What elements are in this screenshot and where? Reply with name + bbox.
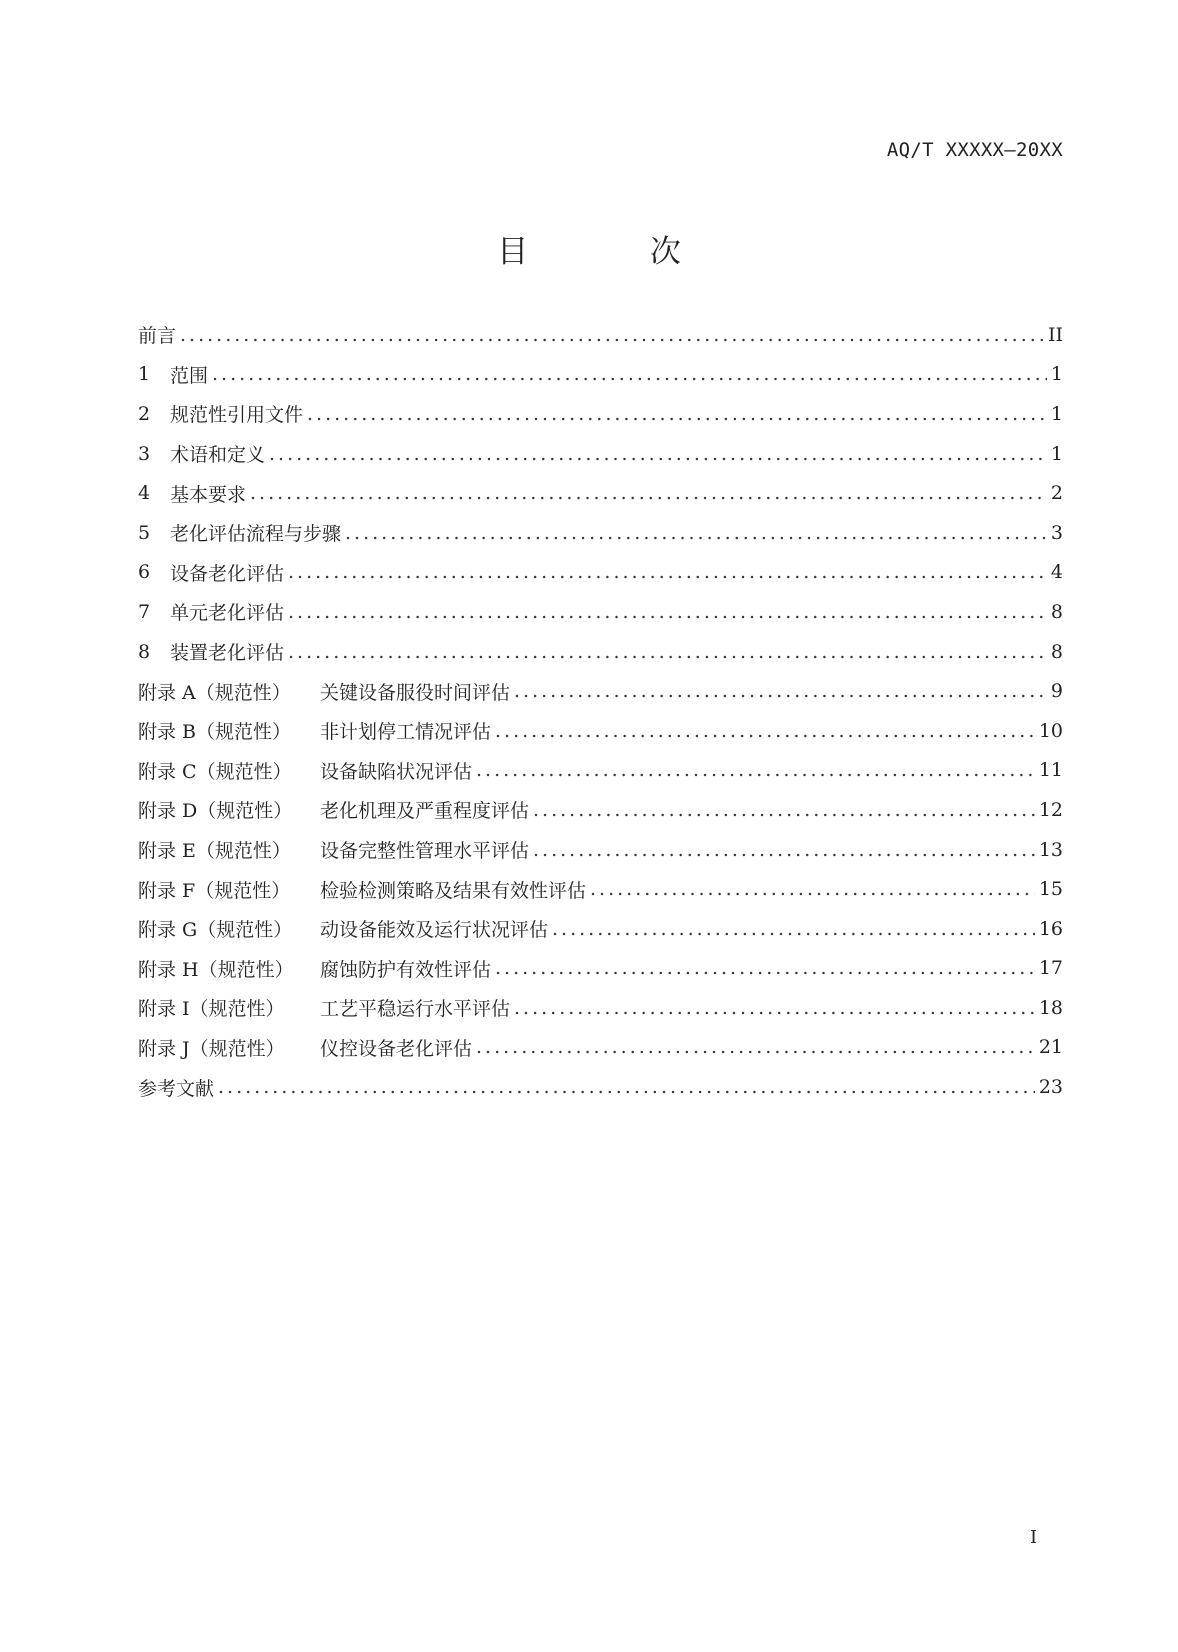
toc-entry-page: 8 xyxy=(1050,640,1063,663)
toc-leader-dots xyxy=(495,957,1035,979)
toc-entry-title: 单元老化评估 xyxy=(170,602,285,625)
toc-entry-appendix-a[interactable] xyxy=(138,671,1063,711)
toc-appendix-label: 附录 G（规范性） xyxy=(138,919,293,942)
toc-entry-page: 15 xyxy=(1038,878,1063,901)
toc-entry-title: 仪控设备老化评估 xyxy=(320,1037,473,1060)
toc-entry-title: 术语和定义 xyxy=(170,444,266,467)
toc-leader-dots xyxy=(533,799,1035,821)
toc-entry-title: 腐蚀防护有效性评估 xyxy=(320,958,492,981)
toc-leader-dots xyxy=(288,641,1047,663)
toc-entry-appendix-g[interactable] xyxy=(138,909,1063,949)
toc-entry-page: 16 xyxy=(1038,917,1063,940)
toc-entry-page: 11 xyxy=(1038,759,1063,782)
toc-appendix-label: 附录 A（规范性） xyxy=(138,681,291,704)
toc-entry-page: 12 xyxy=(1038,798,1063,821)
toc-entry-page: 1 xyxy=(1050,442,1063,465)
toc-entry-page: 21 xyxy=(1038,1036,1063,1059)
toc-entry-title: 设备老化评估 xyxy=(170,562,285,585)
toc-leader-dots xyxy=(250,482,1047,504)
toc-entry-page: 23 xyxy=(1038,1076,1063,1099)
toc-entry-number: 4 xyxy=(138,482,151,505)
toc-leader-dots xyxy=(590,878,1035,900)
toc-leader-dots xyxy=(180,324,1044,346)
toc-entry-title: 检验检测策略及结果有效性评估 xyxy=(320,879,587,902)
toc-entry-number: 6 xyxy=(138,561,151,584)
toc-entry-number: 8 xyxy=(138,640,151,663)
toc-entry-appendix-i[interactable] xyxy=(138,988,1063,1028)
toc-entry-title: 动设备能效及运行状况评估 xyxy=(320,919,549,942)
toc-entry-bibliography[interactable] xyxy=(138,1067,1063,1107)
toc-entry-appendix-e[interactable] xyxy=(138,830,1063,870)
toc-leader-dots xyxy=(307,403,1047,425)
toc-entry-appendix-j[interactable] xyxy=(138,1028,1063,1068)
toc-entry-title: 装置老化评估 xyxy=(170,642,285,665)
toc-leader-dots xyxy=(288,601,1047,623)
toc-entry-page: 1 xyxy=(1050,363,1063,386)
toc-entry-assessment-process[interactable] xyxy=(138,513,1063,553)
toc-leader-dots xyxy=(212,363,1047,385)
toc-entry-number: 1 xyxy=(138,363,151,386)
toc-entry-title: 范围 xyxy=(170,364,209,387)
toc-leader-dots xyxy=(533,839,1035,861)
toc-entry-page: II xyxy=(1047,323,1063,346)
toc-entry-title: 非计划停工情况评估 xyxy=(320,721,492,744)
toc-appendix-label: 附录 B（规范性） xyxy=(138,721,292,744)
toc-leader-dots xyxy=(495,720,1035,742)
toc-leader-dots xyxy=(514,680,1047,702)
toc-entry-equipment-aging[interactable] xyxy=(138,553,1063,593)
toc-appendix-label: 附录 H（规范性） xyxy=(138,958,294,981)
toc-leader-dots xyxy=(269,443,1047,465)
toc-entry-title: 关键设备服役时间评估 xyxy=(320,681,511,704)
toc-entry-unit-aging[interactable] xyxy=(138,592,1063,632)
toc-entry-title: 工艺平稳运行水平评估 xyxy=(320,998,511,1021)
toc-entry-page: 13 xyxy=(1038,838,1063,861)
toc-entry-number: 5 xyxy=(138,521,151,544)
toc-appendix-label: 附录 I（规范性） xyxy=(138,998,285,1021)
toc-appendix-label: 附录 F（规范性） xyxy=(138,879,291,902)
toc-entry-number: 7 xyxy=(138,600,151,623)
toc-entry-appendix-h[interactable] xyxy=(138,949,1063,989)
toc-entry-title: 老化机理及严重程度评估 xyxy=(320,800,530,823)
toc-entry-appendix-d[interactable] xyxy=(138,790,1063,830)
toc-entry-page: 1 xyxy=(1050,402,1063,425)
toc-entry-appendix-f[interactable] xyxy=(138,869,1063,909)
toc-leader-dots xyxy=(552,918,1035,940)
toc-entry-title: 老化评估流程与步骤 xyxy=(170,523,342,546)
toc-entry-foreword[interactable] xyxy=(138,315,1063,355)
page-number: I xyxy=(1030,1527,1038,1548)
toc-entry-page: 10 xyxy=(1038,719,1063,742)
toc-entry-basic-requirements[interactable] xyxy=(138,473,1063,513)
toc-entry-page: 4 xyxy=(1050,561,1063,584)
toc-entry-normative-references[interactable] xyxy=(138,394,1063,434)
toc-leader-dots xyxy=(218,1076,1035,1098)
toc-leader-dots xyxy=(476,759,1035,781)
toc-leader-dots xyxy=(476,1036,1035,1058)
toc-entry-plant-aging[interactable] xyxy=(138,632,1063,672)
toc-entry-page: 3 xyxy=(1050,521,1063,544)
toc-list xyxy=(138,315,1063,1107)
toc-entry-number: 2 xyxy=(138,402,151,425)
toc-leader-dots xyxy=(345,522,1047,544)
toc-entry-page: 2 xyxy=(1050,482,1063,505)
toc-entry-page: 17 xyxy=(1038,957,1063,980)
toc-entry-title: 设备完整性管理水平评估 xyxy=(320,840,530,863)
document-code: AQ/T XXXXX—20XX xyxy=(886,139,1063,161)
toc-entry-number: 3 xyxy=(138,442,151,465)
toc-entry-title: 参考文献 xyxy=(138,1077,215,1100)
toc-appendix-label: 附录 J（规范性） xyxy=(138,1037,285,1060)
toc-leader-dots xyxy=(288,561,1047,583)
toc-appendix-label: 附录 E（规范性） xyxy=(138,840,291,863)
toc-entry-appendix-c[interactable] xyxy=(138,751,1063,791)
toc-entry-title: 规范性引用文件 xyxy=(170,404,304,427)
toc-appendix-label: 附录 C（规范性） xyxy=(138,760,292,783)
toc-entry-scope[interactable] xyxy=(138,355,1063,395)
toc-entry-terms-definitions[interactable] xyxy=(138,434,1063,474)
toc-leader-dots xyxy=(514,997,1035,1019)
toc-title: 目 次 xyxy=(497,234,737,270)
toc-entry-page: 18 xyxy=(1038,996,1063,1019)
toc-entry-title: 前言 xyxy=(138,325,177,348)
toc-entry-page: 9 xyxy=(1050,680,1063,703)
toc-entry-appendix-b[interactable] xyxy=(138,711,1063,751)
toc-entry-title: 基本要求 xyxy=(170,483,247,506)
toc-entry-page: 8 xyxy=(1050,600,1063,623)
toc-entry-title: 设备缺陷状况评估 xyxy=(320,760,473,783)
toc-appendix-label: 附录 D（规范性） xyxy=(138,800,293,823)
